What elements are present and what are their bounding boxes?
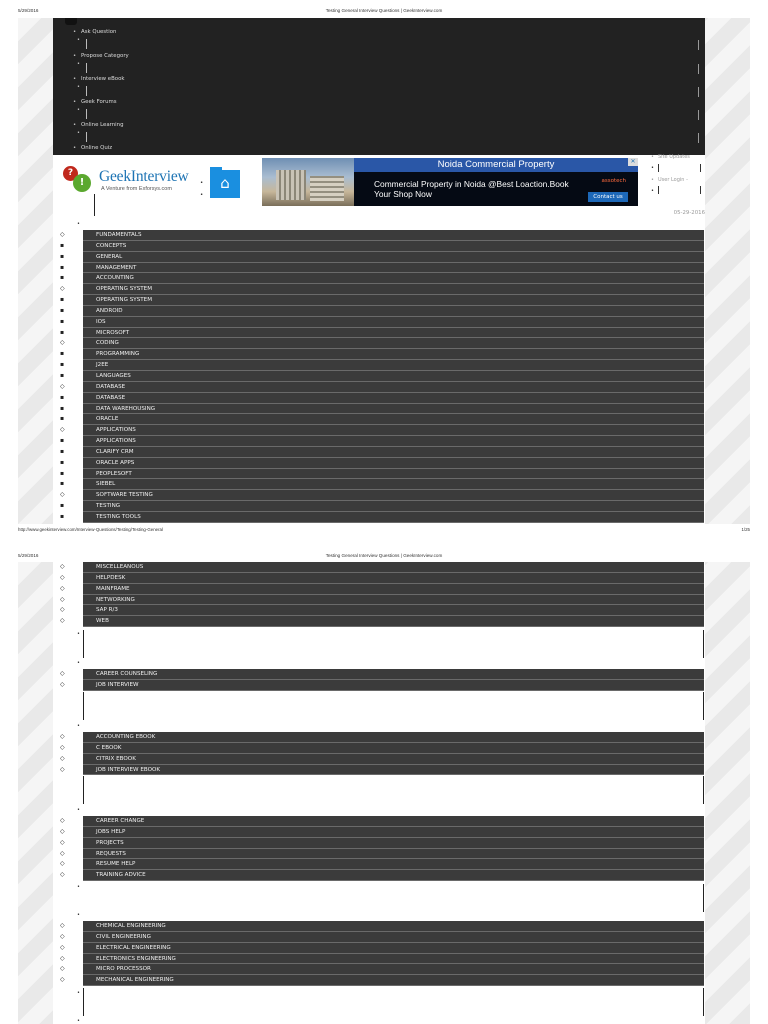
square-bullet-icon: ▪	[60, 361, 65, 369]
menu-item-fundamentals[interactable]	[60, 230, 704, 241]
hollow-bullet-icon: ◇	[60, 339, 65, 347]
hollow-bullet-icon: ◇	[60, 584, 65, 592]
menu-item-database[interactable]	[60, 382, 704, 393]
menu-item-citrix-ebook[interactable]	[60, 754, 704, 765]
print-url: http://www.geekinterview.com/Interview-Questions/Testing/Testing-General	[18, 527, 163, 532]
menu-item-career-change[interactable]	[60, 816, 704, 827]
menu-item-label: REQUESTS	[96, 850, 126, 857]
hollow-bullet-icon: ◇	[60, 932, 65, 940]
hollow-bullet-icon: ◇	[60, 231, 65, 238]
hollow-bullet-icon: ◇	[60, 838, 65, 846]
home-button[interactable]	[210, 170, 240, 198]
square-bullet-icon: ▪	[60, 371, 65, 379]
menu-item-label: CAREER CHANGE	[96, 818, 145, 824]
print-date: 5/29/2016	[18, 553, 39, 558]
ad-headline: Noida Commercial Property	[354, 158, 638, 172]
menu-item-label: IOS	[96, 318, 106, 325]
menu-item-label: ORACLE	[96, 416, 119, 423]
menu-item-label: CHEMICAL ENGINEERING	[96, 923, 166, 929]
menu-item-label: JOB INTERVIEW EBOOK	[96, 766, 161, 773]
hollow-bullet-icon: ◇	[60, 426, 65, 434]
menu-item-label: MECHANICAL ENGINEERING	[96, 977, 174, 984]
bullet: •	[200, 192, 204, 198]
menu-item-label: GENERAL	[96, 253, 123, 260]
page-2	[18, 562, 750, 1024]
menu-item-label: J2EE	[96, 362, 109, 369]
top-nav	[53, 18, 705, 155]
menu-item-civil-engineering[interactable]	[60, 932, 704, 943]
category-menu	[60, 562, 704, 627]
hollow-bullet-icon: ◇	[60, 680, 65, 688]
question-bubble-icon: ?	[63, 166, 78, 181]
menu-item-label: CLARIFY CRM	[96, 448, 134, 455]
menu-item-label: CODING	[96, 340, 119, 347]
hollow-bullet-icon: ◇	[60, 595, 65, 603]
nav-item-interview-ebook[interactable]: • Interview eBook	[73, 76, 125, 82]
nav-separator: •	[73, 130, 699, 142]
empty-panel	[83, 774, 704, 806]
menu-item-label: ACCOUNTING	[96, 275, 134, 282]
menu-item-label: JOBS HELP	[96, 828, 126, 835]
nav-separator: •	[73, 61, 699, 73]
menu-item-training-advice[interactable]	[60, 870, 704, 881]
menu-item-label: MICROSOFT	[96, 329, 130, 336]
menu-item-microsoft[interactable]	[60, 328, 704, 339]
menu-item-android[interactable]	[60, 306, 704, 317]
divider	[94, 194, 95, 216]
hollow-bullet-icon: ◇	[60, 922, 65, 929]
ad-brand: assotech	[601, 178, 626, 184]
menu-item-general[interactable]	[60, 252, 704, 263]
menu-item-label: CIVIL ENGINEERING	[96, 933, 151, 940]
square-bullet-icon: ▪	[60, 458, 65, 466]
ad-contact-button[interactable]: Contact us	[588, 192, 628, 202]
site-logo[interactable]	[63, 166, 188, 198]
menu-item-label: ELECTRICAL ENGINEERING	[96, 944, 171, 951]
category-menu	[60, 921, 704, 986]
square-bullet-icon: ▪	[60, 306, 65, 314]
menu-item-languages[interactable]	[60, 371, 704, 382]
menu-item-label: SIEBEL	[96, 481, 116, 488]
square-bullet-icon: ▪	[60, 437, 65, 445]
hollow-bullet-icon: ◇	[60, 382, 65, 390]
user-login-link[interactable]: • User Login -	[651, 177, 688, 183]
hollow-bullet-icon: ◇	[60, 943, 65, 951]
menu-item-management[interactable]	[60, 263, 704, 274]
hollow-bullet-icon: ◇	[60, 563, 65, 570]
bullet: •	[77, 1018, 80, 1024]
nav-item-propose-category[interactable]: • Propose Category	[73, 53, 129, 59]
menu-item-applications[interactable]	[60, 436, 704, 447]
empty-panel	[83, 882, 704, 914]
page-content	[53, 18, 705, 524]
hollow-bullet-icon: ◇	[60, 573, 65, 581]
menu-item-requests[interactable]	[60, 849, 704, 860]
divider	[658, 164, 659, 172]
menu-item-label: CONCEPTS	[96, 242, 127, 249]
bullet: •	[77, 912, 80, 918]
menu-item-label: ORACLE APPS	[96, 459, 135, 466]
menu-item-label: WEB	[96, 618, 109, 625]
hollow-bullet-icon: ◇	[60, 617, 65, 625]
nav-item-online-quiz[interactable]: • Online Quiz	[73, 145, 113, 151]
menu-item-label: HELPDESK	[96, 574, 126, 581]
menu-item-label: PROJECTS	[96, 839, 124, 846]
exclamation-bubble-icon: !	[73, 174, 91, 192]
menu-item-coding[interactable]	[60, 338, 704, 349]
hollow-bullet-icon: ◇	[60, 954, 65, 962]
print-date: 5/29/2016	[18, 8, 39, 13]
hollow-bullet-icon: ◇	[60, 733, 65, 740]
menu-item-label: ELECTRONICS ENGINEERING	[96, 955, 176, 962]
menu-item-career-counseling[interactable]	[60, 669, 704, 680]
bullet: •	[77, 723, 80, 729]
menu-item-label: MICRO PROCESSOR	[96, 966, 151, 973]
menu-item-label: CAREER COUNSELING	[96, 671, 158, 677]
square-bullet-icon: ▪	[60, 263, 65, 271]
bullet: •	[651, 165, 654, 171]
menu-item-label: MAINFRAME	[96, 585, 130, 592]
menu-item-networking[interactable]	[60, 595, 704, 606]
current-date: 05-29-2016	[673, 210, 705, 216]
bullet: •	[77, 807, 80, 813]
menu-item-peoplesoft[interactable]	[60, 469, 704, 480]
menu-item-accounting[interactable]	[60, 273, 704, 284]
print-title: Testing General Interview Questions | GeekInterview.com	[325, 553, 443, 558]
menu-item-label: DATA WAREHOUSING	[96, 405, 156, 412]
menu-item-projects[interactable]	[60, 838, 704, 849]
menu-item-micro-processor[interactable]	[60, 964, 704, 975]
print-header	[0, 8, 768, 18]
menu-item-ios[interactable]	[60, 317, 704, 328]
menu-item-label: TRAINING ADVICE	[96, 872, 146, 879]
hollow-bullet-icon: ◇	[60, 285, 65, 293]
menu-item-operating-system[interactable]	[60, 295, 704, 306]
menu-item-label: ACCOUNTING EBOOK	[96, 734, 156, 740]
divider	[658, 186, 659, 194]
hollow-bullet-icon: ◇	[60, 606, 65, 614]
menu-item-label: MISCELLEANOUS	[96, 564, 144, 570]
menu-item-testing-tools[interactable]	[60, 512, 704, 523]
menu-item-label: PROGRAMMING	[96, 351, 140, 358]
menu-item-data-warehousing[interactable]	[60, 404, 704, 415]
menu-item-oracle-apps[interactable]	[60, 458, 704, 469]
menu-item-web[interactable]	[60, 616, 704, 627]
menu-item-operating-system[interactable]	[60, 284, 704, 295]
menu-item-label: RESUME HELP	[96, 861, 136, 868]
menu-item-clarify-crm[interactable]	[60, 447, 704, 458]
page-1	[18, 18, 750, 524]
nav-separator: •	[73, 37, 699, 49]
square-bullet-icon: ▪	[60, 480, 65, 488]
menu-item-concepts[interactable]	[60, 241, 704, 252]
print-title: Testing General Interview Questions | GeekInterview.com	[325, 8, 443, 13]
empty-panel	[83, 690, 704, 722]
ad-text: Commercial Property in Noida @Best Loaction.Book Your Shop Now	[374, 179, 569, 199]
nav-separator: •	[73, 84, 699, 96]
menu-item-miscelleanous[interactable]	[60, 562, 704, 573]
divider	[700, 164, 701, 172]
nav-item-online-learning[interactable]: • Online Learning	[73, 122, 124, 128]
bullet: •	[77, 660, 80, 666]
category-menu	[60, 669, 704, 691]
square-bullet-icon: ▪	[60, 350, 65, 358]
menu-item-label: MANAGEMENT	[96, 264, 137, 271]
category-menu	[60, 230, 704, 523]
menu-item-resume-help[interactable]	[60, 859, 704, 870]
hollow-bullet-icon: ◇	[60, 743, 65, 751]
menu-item-label: CITRIX EBOOK	[96, 755, 136, 762]
square-bullet-icon: ▪	[60, 502, 65, 510]
empty-panel	[83, 628, 704, 660]
menu-item-label: JOB INTERVIEW	[96, 681, 139, 688]
menu-item-software-testing[interactable]	[60, 490, 704, 501]
square-bullet-icon: ▪	[60, 512, 65, 520]
page-content	[53, 562, 705, 1024]
menu-item-c-ebook[interactable]	[60, 743, 704, 754]
menu-item-label: C EBOOK	[96, 744, 122, 751]
print-page-number: 1/25	[741, 527, 750, 532]
logo-tagline: A Venture from Exforsys.com	[101, 186, 172, 192]
menu-item-oracle[interactable]	[60, 414, 704, 425]
menu-item-label: APPLICATIONS	[96, 438, 136, 445]
hollow-bullet-icon: ◇	[60, 965, 65, 973]
menu-item-label: TESTING TOOLS	[96, 513, 141, 520]
menu-item-label: FUNDAMENTALS	[96, 232, 142, 238]
menu-item-label: PEOPLESOFT	[96, 470, 132, 477]
menu-item-label: APPLICATIONS	[96, 427, 136, 434]
menu-item-j2ee[interactable]	[60, 360, 704, 371]
menu-item-jobs-help[interactable]	[60, 827, 704, 838]
category-menu	[60, 732, 704, 775]
menu-item-electrical-engineering[interactable]	[60, 943, 704, 954]
menu-item-helpdesk[interactable]	[60, 573, 704, 584]
logo-name: GeekInterview	[99, 168, 189, 185]
menu-item-label: LANGUAGES	[96, 372, 131, 379]
ad-close-icon[interactable]: ✕	[628, 158, 638, 166]
bullet: •	[77, 884, 80, 890]
hollow-bullet-icon: ◇	[60, 754, 65, 762]
square-bullet-icon: ▪	[60, 317, 65, 325]
site-updates-link[interactable]: • Site Updates	[651, 154, 690, 160]
menu-item-mainframe[interactable]	[60, 584, 704, 595]
hollow-bullet-icon: ◇	[60, 817, 65, 824]
menu-item-siebel[interactable]	[60, 479, 704, 490]
menu-item-sap-r-3[interactable]	[60, 605, 704, 616]
square-bullet-icon: ▪	[60, 469, 65, 477]
hollow-bullet-icon: ◇	[60, 976, 65, 984]
square-bullet-icon: ▪	[60, 328, 65, 336]
menu-item-label: DATABASE	[96, 383, 126, 390]
nav-item-ask-question[interactable]: • Ask Question	[73, 29, 117, 35]
nav-separator: •	[73, 107, 699, 119]
bullet: •	[77, 631, 80, 637]
hollow-bullet-icon: ◇	[60, 871, 65, 879]
square-bullet-icon: ▪	[60, 296, 65, 304]
square-bullet-icon: ▪	[60, 393, 65, 401]
ad-photo	[262, 158, 354, 206]
menu-item-label: DATABASE	[96, 394, 126, 401]
hollow-bullet-icon: ◇	[60, 860, 65, 868]
menu-item-label: OPERATING SYSTEM	[96, 297, 153, 304]
menu-item-label: SAP R/3	[96, 607, 118, 614]
menu-item-testing[interactable]	[60, 501, 704, 512]
menu-item-label: OPERATING SYSTEM	[96, 286, 153, 293]
menu-item-label: NETWORKING	[96, 596, 135, 603]
menu-item-label: SOFTWARE TESTING	[96, 492, 153, 499]
divider	[700, 186, 701, 194]
empty-panel	[83, 986, 704, 1018]
hollow-bullet-icon: ◇	[60, 849, 65, 857]
hollow-bullet-icon: ◇	[60, 827, 65, 835]
bullet: •	[77, 990, 80, 996]
square-bullet-icon: ▪	[60, 252, 65, 260]
square-bullet-icon: ▪	[60, 274, 65, 282]
square-bullet-icon: ▪	[60, 404, 65, 412]
menu-item-label: ANDROID	[96, 307, 123, 314]
square-bullet-icon: ▪	[60, 447, 65, 455]
hollow-bullet-icon: ◇	[60, 491, 65, 499]
category-menu	[60, 816, 704, 881]
home-icon: ⌂	[220, 174, 230, 192]
hollow-bullet-icon: ◇	[60, 765, 65, 773]
hollow-bullet-icon: ◇	[60, 670, 65, 677]
menu-item-accounting-ebook[interactable]	[60, 732, 704, 743]
menu-item-label: TESTING	[96, 503, 121, 510]
square-bullet-icon: ▪	[60, 241, 65, 249]
bullet: •	[200, 180, 204, 186]
nav-corner	[65, 18, 77, 25]
square-bullet-icon: ▪	[60, 415, 65, 423]
menu-item-mechanical-engineering[interactable]	[60, 975, 704, 986]
bullet: •	[77, 221, 80, 227]
bullet: •	[651, 188, 654, 194]
menu-item-electronics-engineering[interactable]	[60, 954, 704, 965]
menu-item-database[interactable]	[60, 393, 704, 404]
ad-banner[interactable]	[262, 158, 638, 206]
menu-item-programming[interactable]	[60, 349, 704, 360]
nav-item-geek-forums[interactable]: • Geek Forums	[73, 99, 117, 105]
menu-item-chemical-engineering[interactable]	[60, 921, 704, 932]
menu-item-applications[interactable]	[60, 425, 704, 436]
